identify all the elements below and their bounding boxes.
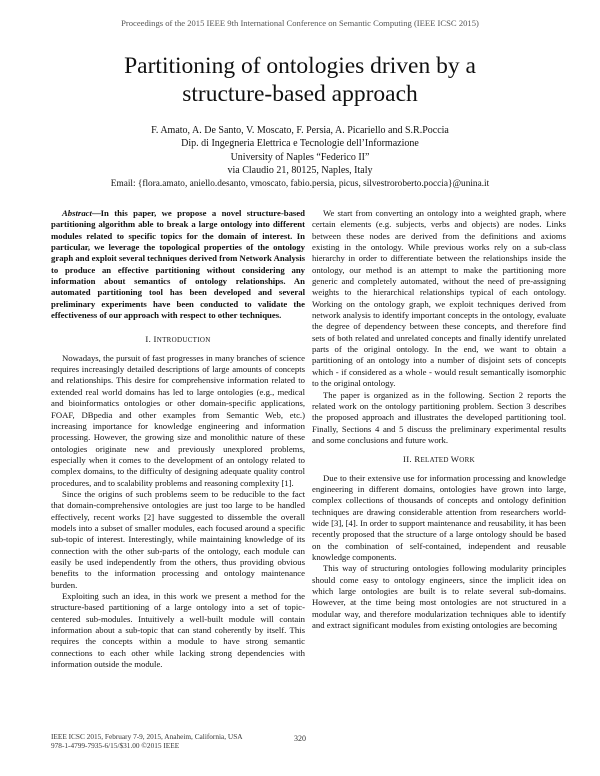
abstract-lead: Abstract <box>62 208 92 218</box>
paragraph: Nowadays, the pursuit of fast progresses in many branches of science requires increasingly detailed descriptions of large amounts of concepts and relationships. This desire for comprehensive information related to extended real world domains has led to large ontologies (e.g., medical and bioinformatics ontologies or other domain-specific applications, FOAF, DBpedia and other examples from Semantic Web, etc.) increasing importance for knowledge engineering and information processing. However, the growing size and monolithic nature of these ontologies originate new and previously unexplored problems, especially when it comes to the development of an ontology related to complex domains, to the difficulty of designing adequate quality control procedures, and to scalability problems and reasoning complexity [1]. <box>51 352 305 488</box>
paragraph: Exploiting such an idea, in this work we present a method for the structure-based partitioning of a large ontology into a set of topic-centered sub-modules. Intuitively a well-built module will contain information about a sub-topic that can stand coherently by itself. This requires the concepts within a module to have strong semantic connections to each other while lacking strong dependencies with information outside the module. <box>51 591 305 670</box>
abstract-body: —In this paper, we propose a novel structure-based partitioning algorithm able to break a large ontology into different modules related to specific topics for the domain of interest. In particular, we leverage the topological properties of the ontology graph and exploit several techniques derived from Network Analysis to produce an effective partitioning without considering any information about semantics of ontology relationships. An automated partitioning tool has been developed and several preliminary experiments have been conducted to validate the effectiveness of our approach with respect to other techniques. <box>51 208 305 321</box>
footer-line-1: IEEE ICSC 2015, February 7-9, 2015, Anaheim, California, USA <box>51 732 243 741</box>
author-univ: University of Naples “Federico II” <box>230 151 370 163</box>
author-dept: Dip. di Ingegneria Elettrica e Tecnologie dell’Informazione <box>181 138 419 150</box>
footer-line-2: 978-1-4799-7935-6/15/$31.00 ©2015 IEEE <box>51 741 180 751</box>
paragraph: The paper is organized as in the following. Section 2 reports the related work on the ontology partitioning problem. Section 3 describes the proposed approach and illustrates the developed partitioning tool. Finally, Sections 4 and 5 discuss the preliminary experimental results and some conclusions and future work. <box>312 389 566 445</box>
paragraph: This way of structuring ontologies following modularity principles should come easy to ontology engineers, since the implicit idea on which large ontologies are built is to relate several sub-domains. However, at the time being most ontologies are not structured in a modular way, and therefore modularization techniques able to identify and extract significant modules from existing ontologies are becoming <box>312 563 566 631</box>
proceedings-header: Proceedings of the 2015 IEEE 9th International Conference on Semantic Computing (IEEE ICSC 2015) <box>121 18 479 28</box>
page-number: 320 <box>294 734 306 743</box>
paragraph: Since the origins of such problems seem to be reducible to the fact that domain-comprehensive ontologies are just too large to be handled effectively, recent works [2] have suggested to dissemble the overall models into a subset of smaller modules, each focused around a specific sub-topic of interest. Interestingly, while maintaining knowledge of its connection with the other sub-parts of the ontology, each module can easily be used independently from the others, thus providing obvious benefits to the information processing and ontology maintenance burden. <box>51 488 305 590</box>
author-email: Email: {flora.amato, aniello.desanto, vmoscato, fabio.persia, picus, silvestroroberto.poccia}@unina.it <box>110 178 490 189</box>
abstract <box>51 208 305 321</box>
title-line-1: Partitioning of ontologies driven by a <box>124 53 476 79</box>
right-column <box>312 208 566 631</box>
paragraph: We start from converting an ontology into a weighted graph, where certain elements (e.g. subjects, verbs and objects) are nodes. Links between these nodes are derived from the definitions and axioms existing in the ontology. While previous works rely on a sub-class hierarchy in order to differentiate between the relationships inside the ontology, our method is an attempt to make the partitioning more generic and completely automated, without the need of pre-assigning weights to the hierarchical relationships typical of each ontology. Working on the ontology graph, we exploit techniques derived from network analysis to identify important concepts in the ontology, evaluate the degree of dependency between these concepts, and therefore find sets of both related and unrelated concepts and finally identify unrelated parts of the original ontology. In the end, we want to obtain a partitioning of an ontology into a number of disjoint sets of concepts which - if considered as a whole - would result semantically isomorphic to the original ontology. <box>312 208 566 389</box>
paper-title <box>60 52 540 108</box>
author-address: via Claudio 21, 80125, Naples, Italy <box>227 165 373 177</box>
section-heading-related-work: II. RELATED WORK <box>403 454 475 465</box>
title-line-2: structure-based approach <box>182 81 418 107</box>
author-names: F. Amato, A. De Santo, V. Moscato, F. Persia, A. Picariello and S.R.Poccia <box>151 125 449 136</box>
paragraph: Due to their extensive use for information processing and knowledge engineering in different domains, ontologies have grown into large, complex collections of thousands of concepts and ontology definition techniques are drawing considerable attention from researchers world-wide [3], [4]. In order to support maintenance and reusability, it has been recently proposed that the structure of a large ontology should be based on the combination of self-contained, independent and reusable knowledge components. <box>312 472 566 562</box>
author-block <box>40 124 560 191</box>
section-heading-introduction: I. INTRODUCTION <box>145 334 211 345</box>
left-column <box>51 208 305 670</box>
